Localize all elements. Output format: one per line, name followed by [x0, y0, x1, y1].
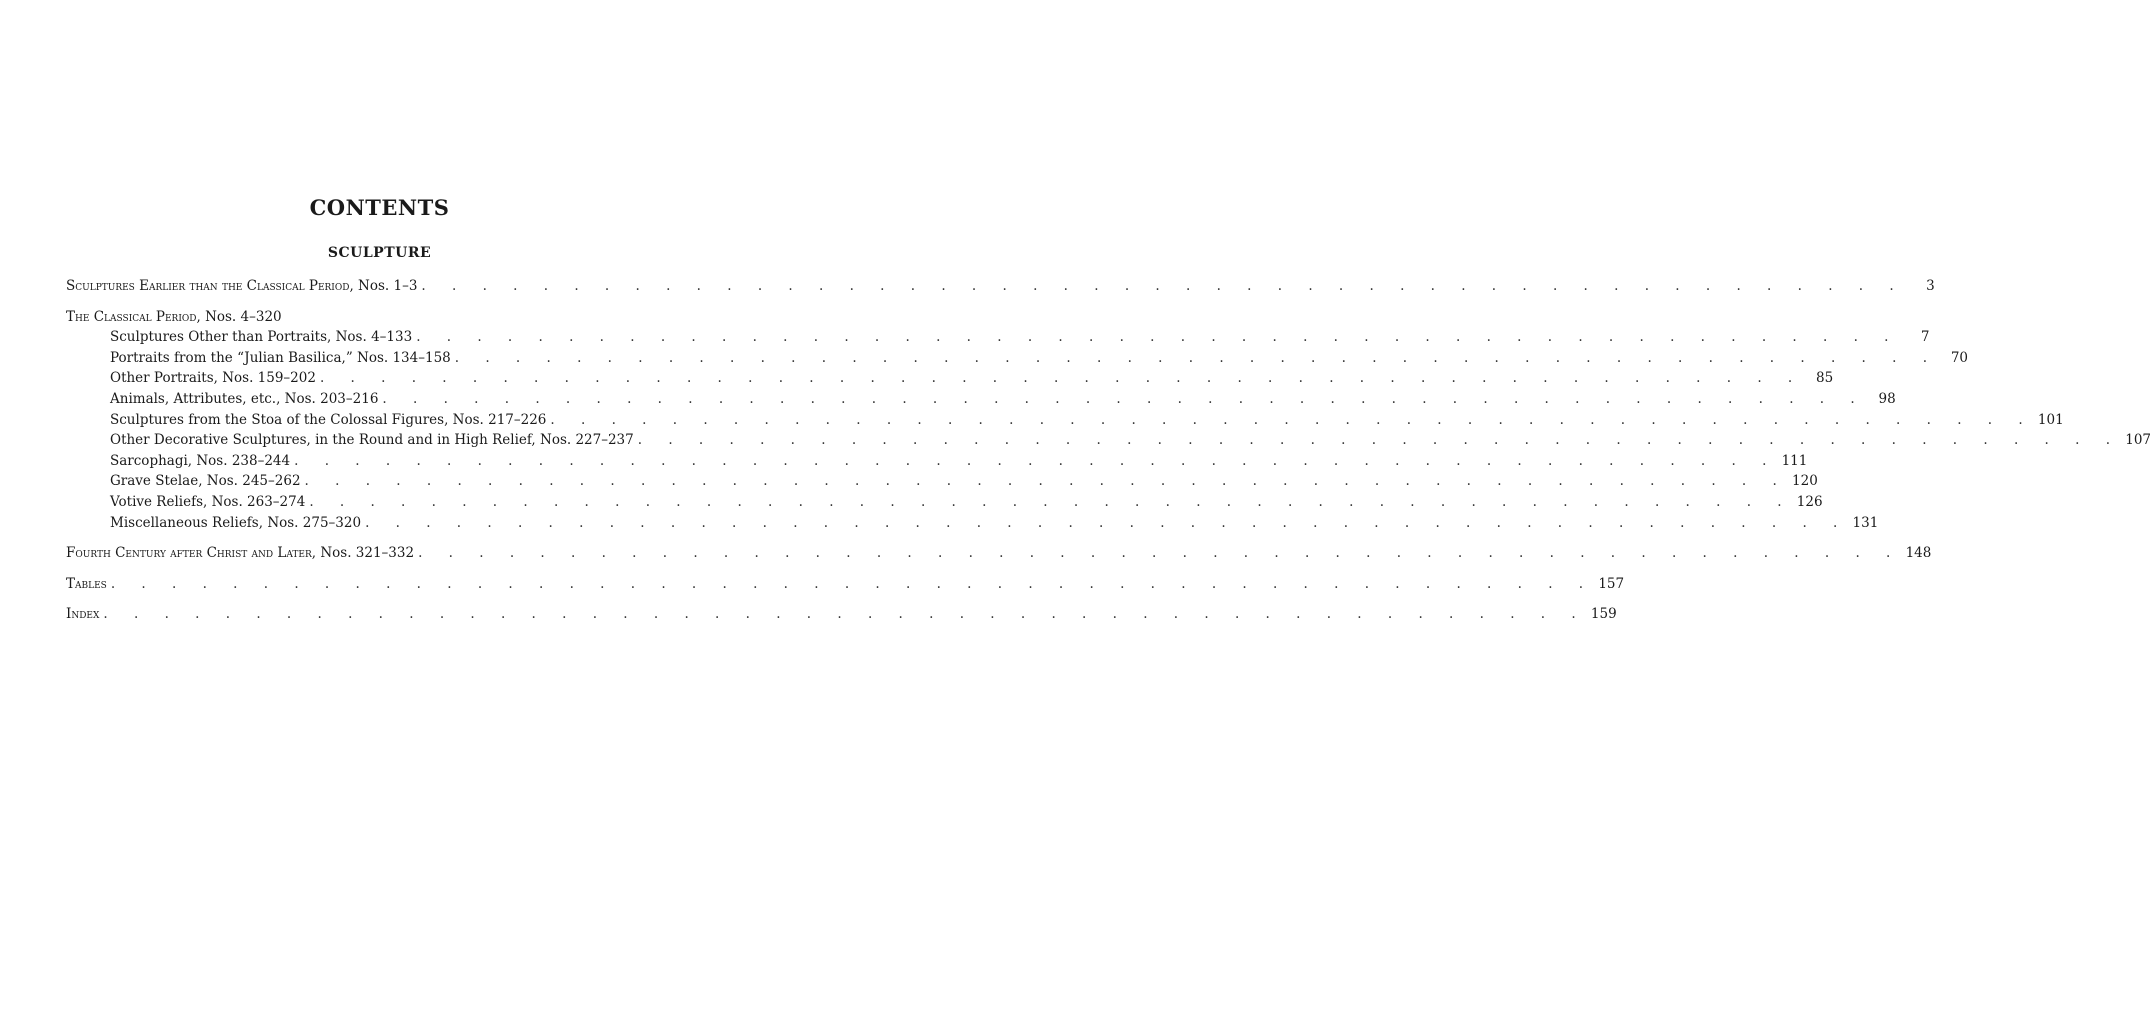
toc-page-number: 131: [1852, 514, 1879, 531]
toc-entry-label: Sculptures Earlier than the Classical Period: [66, 278, 350, 294]
toc-entry: [66, 543, 1932, 564]
toc-subentry: [66, 492, 1823, 513]
toc-entry-label: Sculptures Other than Portraits, Nos. 4–133: [110, 329, 413, 346]
toc-entry-label: Other Portraits, Nos. 159–202: [110, 370, 316, 387]
toc-dot-leader: . . . . . . . . . . . . . . . . . . . . . . . . . . . . . . . . . . . . . . . . . . . . . . . . .: [365, 514, 1849, 531]
toc-page-number: 101: [2037, 411, 2064, 428]
toc-page-number: 159: [1590, 606, 1617, 623]
toc-subentry: [66, 389, 1896, 410]
toc-subentry: [66, 327, 1930, 348]
toc-entry-suffix: , Nos. 1–3: [349, 278, 418, 294]
toc-entry: [66, 307, 700, 328]
toc-entry-label: Grave Stelae, Nos. 245–262: [110, 473, 301, 490]
toc-dot-leader: . . . . . . . . . . . . . . . . . . . . . . . . . . . . . . . . . . . . . . . . . . . . . . . . .: [418, 545, 1902, 562]
toc-entry-label: Fourth Century after Christ and Later: [66, 545, 312, 562]
toc-subentry: [66, 471, 1818, 492]
toc-page-number: 98: [1878, 390, 1896, 407]
toc-entry-label: The Classical Period: [66, 308, 197, 325]
toc-subentry: [66, 368, 1834, 389]
page-title: CONTENTS: [309, 195, 450, 220]
toc-subentry: [66, 513, 1879, 534]
toc-dot-leader: . . . . . . . . . . . . . . . . . . . . . . . . . . . . . . . . . . . . . . . . . . . . . . . . .: [304, 473, 1788, 490]
toc-entry-label: Sculptures from the Stoa of the Colossal Figures, Nos. 217–226: [110, 411, 547, 428]
toc-dot-leader: . . . . . . . . . . . . . . . . . . . . . . . . . . . . . . . . . . . . . . . . . . . . . . . . .: [421, 278, 1905, 294]
toc-entry: [66, 276, 1935, 297]
section-subtitle: SCULPTURE: [327, 245, 432, 261]
toc-entry-label: Miscellaneous Reliefs, Nos. 275–320: [110, 514, 362, 531]
toc-dot-leader: . . . . . . . . . . . . . . . . . . . . . . . . . . . . . . . . . . . . . . . . . . . . . . . . .: [382, 390, 1866, 407]
toc-page-number: 120: [1792, 473, 1818, 490]
toc-page-number: 148: [1905, 545, 1932, 562]
toc-page-number: 7: [1920, 329, 1930, 346]
toc-entry-suffix: , Nos. 4–320: [196, 308, 282, 325]
toc-subentry: [66, 430, 2151, 451]
toc-entry-label: Votive Reliefs, Nos. 263–274: [110, 493, 306, 510]
toc-page-number: 70: [1950, 349, 1969, 366]
toc-entry-label: Index: [66, 606, 100, 623]
toc-entry-suffix: , Nos. 321–332: [311, 545, 415, 562]
toc-dot-leader: . . . . . . . . . . . . . . . . . . . . . . . . . . . . . . . . . . . . . . . . . . . . . . . . .: [294, 452, 1778, 469]
toc-dot-leader: . . . . . . . . . . . . . . . . . . . . . . . . . . . . . . . . . . . . . . . . . . . . . . . . .: [454, 349, 1939, 366]
toc-page-number: 3: [1926, 278, 1935, 294]
toc-dot-leader: . . . . . . . . . . . . . . . . . . . . . . . . . . . . . . . . . . . . . . . . . . . . . . . . .: [319, 370, 1804, 387]
toc-dot-leader: . . . . . . . . . . . . . . . . . . . . . . . . . . . . . . . . . . . . . . . . . . . . . . . . .: [637, 432, 2122, 449]
toc-entry-label: Sarcophagi, Nos. 238–244: [110, 452, 291, 469]
toc-page-number: 107: [2125, 432, 2151, 449]
toc-dot-leader: . . . . . . . . . . . . . . . . . . . . . . . . . . . . . . . . . . . . . . . . . . . . . . . . .: [309, 493, 1793, 510]
toc-dot-leader: . . . . . . . . . . . . . . . . . . . . . . . . . . . . . . . . . . . . . . . . . . . . . . . . .: [550, 411, 2034, 428]
toc-entry-label: Animals, Attributes, etc., Nos. 203–216: [110, 390, 379, 407]
table-of-contents: [66, 276, 2151, 625]
toc-subentry: [66, 410, 2064, 431]
toc-page-number: 85: [1816, 370, 1834, 387]
toc-entry: [66, 574, 1625, 595]
toc-dot-leader: . . . . . . . . . . . . . . . . . . . . . . . . . . . . . . . . . . . . . . . . . . . . . . . . .: [416, 329, 1900, 346]
toc-entry-label: Portraits from the “Julian Basilica,” Nos. 134–158: [110, 349, 451, 366]
toc-page-number: 126: [1796, 493, 1823, 510]
toc-subentry: [66, 451, 1808, 472]
toc-dot-leader: . . . . . . . . . . . . . . . . . . . . . . . . . . . . . . . . . . . . . . . . . . . . . . . . .: [103, 606, 1587, 623]
toc-entry-label: Tables: [66, 575, 107, 592]
toc-subentry: [66, 348, 1969, 369]
toc-page-number: 157: [1598, 575, 1625, 592]
toc-entry: [66, 604, 1617, 625]
toc-page-number: 111: [1781, 452, 1808, 469]
toc-dot-leader: . . . . . . . . . . . . . . . . . . . . . . . . . . . . . . . . . . . . . . . . . . . . . . . . .: [110, 575, 1595, 592]
toc-entry-label: Other Decorative Sculptures, in the Round and in High Relief, Nos. 227–237: [110, 432, 634, 449]
